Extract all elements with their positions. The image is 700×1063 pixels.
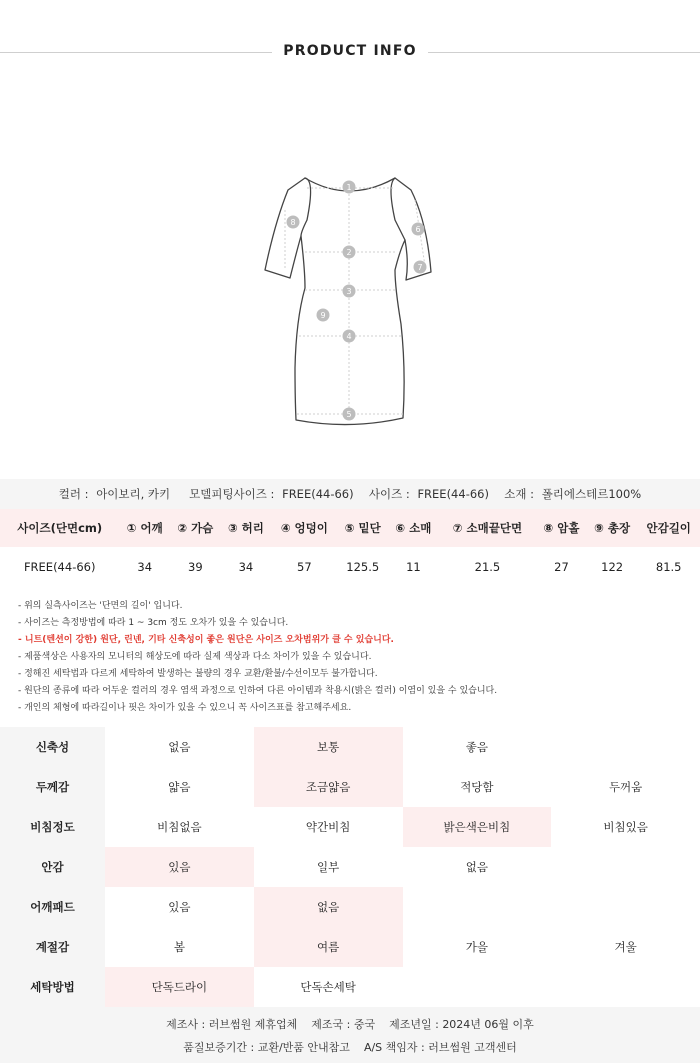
attribute-option: 비침있음 <box>603 820 648 834</box>
header-divider-left <box>0 52 272 53</box>
size-header-cell: ⑧ 암홀 <box>536 509 587 547</box>
table-row <box>0 967 700 1007</box>
size-header-cell: ⑨ 총장 <box>587 509 638 547</box>
attribute-option: 밝은색은비침 <box>403 807 552 847</box>
size-header-cell: 사이즈(단면cm) <box>0 509 119 547</box>
material-label: 소재 : <box>504 487 538 501</box>
size-cell: 57 <box>297 560 312 574</box>
country-label: 제조국 : <box>311 1018 354 1031</box>
attribute-option: 조금얇음 <box>254 767 403 807</box>
warranty-value: 교환/반품 안내참고 <box>257 1041 350 1054</box>
table-row <box>0 887 700 927</box>
attribute-option: 좋음 <box>465 740 488 754</box>
attribute-option: 겨울 <box>614 940 637 954</box>
maker-label: 제조사 : <box>166 1018 209 1031</box>
fabric-attribute-table <box>0 727 700 1007</box>
note-item: - 사이즈는 측정방법에 따라 1 ~ 3cm 정도 오차가 있을 수 있습니다. <box>18 618 289 628</box>
note-item-warning: - 니트(텐션이 강한) 원단, 린넨, 기타 신축성이 좋은 원단은 사이즈 오차범위가 클 수 있습니다. <box>18 635 394 645</box>
attribute-label: 세탁방법 <box>0 967 105 1007</box>
dress-sketch <box>255 170 445 435</box>
measurement-marker-label: 5 <box>346 410 352 419</box>
note-item: - 개인의 체형에 따라길이나 핏은 차이가 있을 수 있으니 꼭 사이즈표를 참고해주세요. <box>18 703 352 713</box>
measurement-marker-label: 3 <box>346 287 352 296</box>
attribute-option: 적당함 <box>460 780 494 794</box>
measurement-marker-label: 2 <box>346 248 352 257</box>
material-value: 폴리에스테르100% <box>541 487 642 501</box>
attribute-option: 두꺼움 <box>608 780 643 794</box>
attribute-option <box>551 847 700 887</box>
size-label: 사이즈 : <box>368 487 414 501</box>
attribute-option: 없음 <box>465 860 488 874</box>
product-info-header <box>0 40 700 66</box>
country-value: 중국 <box>353 1018 376 1031</box>
maker-value: 러브썸원 제휴업체 <box>208 1018 298 1031</box>
size-cell: 21.5 <box>474 560 501 574</box>
dress-measurement-diagram <box>255 170 445 435</box>
as-label: A/S 책임자 : <box>363 1041 429 1054</box>
attribute-option: 없음 <box>168 740 191 754</box>
attribute-option <box>551 967 700 1007</box>
attribute-option: 단독손세탁 <box>300 980 356 994</box>
attribute-option <box>551 727 700 767</box>
table-row <box>0 807 700 847</box>
attribute-option <box>403 967 552 1007</box>
table-row <box>0 767 700 807</box>
measurement-marker-label: 1 <box>346 183 352 192</box>
size-header-cell: ⑥ 소매 <box>388 509 439 547</box>
note-item: - 위의 실측사이즈는 '단면의 길이' 입니다. <box>18 601 183 611</box>
size-notes <box>18 598 698 717</box>
attribute-option: 비침없음 <box>157 820 202 834</box>
table-row <box>0 727 700 767</box>
size-header-cell: ④ 엉덩이 <box>271 509 337 547</box>
attribute-label: 안감 <box>0 847 105 887</box>
table-row <box>0 927 700 967</box>
note-item: - 제품색상은 사용자의 모니터의 해상도에 따라 실제 색상과 다소 차이가 있을 수 있습니다. <box>18 652 372 662</box>
attribute-option: 약간비침 <box>305 820 351 834</box>
table-row <box>0 547 700 587</box>
as-value: 러브썸원 고객센터 <box>428 1041 517 1054</box>
size-header-cell: ③ 허리 <box>221 509 272 547</box>
size-cell: 34 <box>137 560 153 574</box>
size-header-cell: ⑤ 밑단 <box>337 509 388 547</box>
product-info-summary <box>0 479 700 509</box>
size-cell: 39 <box>188 560 203 574</box>
size-header-cell: 안감길이 <box>637 509 700 547</box>
attribute-option: 봄 <box>173 940 185 954</box>
size-header-cell: ② 가슴 <box>170 509 221 547</box>
attribute-label: 비침정도 <box>0 807 105 847</box>
date-value: 2024년 06월 이후 <box>442 1018 534 1031</box>
size-header-cell: ⑦ 소매끝단면 <box>439 509 537 547</box>
size-cell: 11 <box>406 560 421 574</box>
left-armhole <box>301 178 311 236</box>
attribute-option: 있음 <box>168 900 191 914</box>
model-size-value: FREE(44-66) <box>282 487 354 501</box>
attribute-label: 어깨패드 <box>0 887 105 927</box>
measurement-marker-label: 4 <box>346 332 352 341</box>
size-header-cell: ① 어깨 <box>119 509 170 547</box>
note-item: - 정해진 세탁법과 다르게 세탁하여 발생하는 불량의 경우 교환/환불/수선이모두 불가합니다. <box>18 669 378 679</box>
attribute-option: 없음 <box>254 887 403 927</box>
manufacturer-info <box>0 1007 700 1063</box>
measurement-marker-label: 7 <box>417 263 423 272</box>
color-value: 아이보리, 카키 <box>96 487 171 501</box>
size-cell: 122 <box>601 560 624 574</box>
size-value: FREE(44-66) <box>417 487 489 501</box>
attribute-option: 있음 <box>105 847 254 887</box>
manufacturer-row <box>0 1016 700 1032</box>
attribute-option: 일부 <box>317 860 340 874</box>
size-cell: 125.5 <box>346 560 380 574</box>
table-row <box>0 847 700 887</box>
size-cell: 81.5 <box>655 560 682 574</box>
size-cell: FREE(44-66) <box>23 560 96 574</box>
page-title: PRODUCT INFO <box>283 43 417 59</box>
attribute-option: 얇음 <box>168 780 191 794</box>
attribute-option: 여름 <box>254 927 403 967</box>
header-divider-right <box>428 52 700 53</box>
attribute-option: 보통 <box>254 727 403 767</box>
size-table <box>0 509 700 587</box>
attribute-option <box>403 887 552 927</box>
attribute-option: 가을 <box>465 940 488 954</box>
attribute-option <box>551 887 700 927</box>
measurement-marker-label: 6 <box>415 225 421 234</box>
size-table-header-row <box>0 509 700 547</box>
measurement-marker-label: 9 <box>320 311 326 320</box>
attribute-label: 두께감 <box>0 767 105 807</box>
measurement-marker-label: 8 <box>290 218 296 227</box>
warranty-label: 품질보증기간 : <box>183 1041 258 1054</box>
attribute-label: 계절감 <box>0 927 105 967</box>
right-armhole <box>391 178 405 240</box>
dress-outline <box>265 178 431 425</box>
warranty-row <box>0 1039 700 1055</box>
date-label: 제조년일 : <box>389 1018 443 1031</box>
size-cell: 27 <box>554 560 569 574</box>
size-cell: 34 <box>238 560 254 574</box>
attribute-label: 신축성 <box>0 727 105 767</box>
model-size-label: 모델피팅사이즈 : <box>189 487 279 501</box>
note-item: - 원단의 종류에 따라 어두운 컬러의 경우 염색 과정으로 인하여 다른 아이템과 착용시(밝은 컬러) 이염이 있을 수 있습니다. <box>18 686 498 696</box>
attribute-option: 단독드라이 <box>105 967 254 1007</box>
color-label: 컬러 : <box>58 487 93 501</box>
